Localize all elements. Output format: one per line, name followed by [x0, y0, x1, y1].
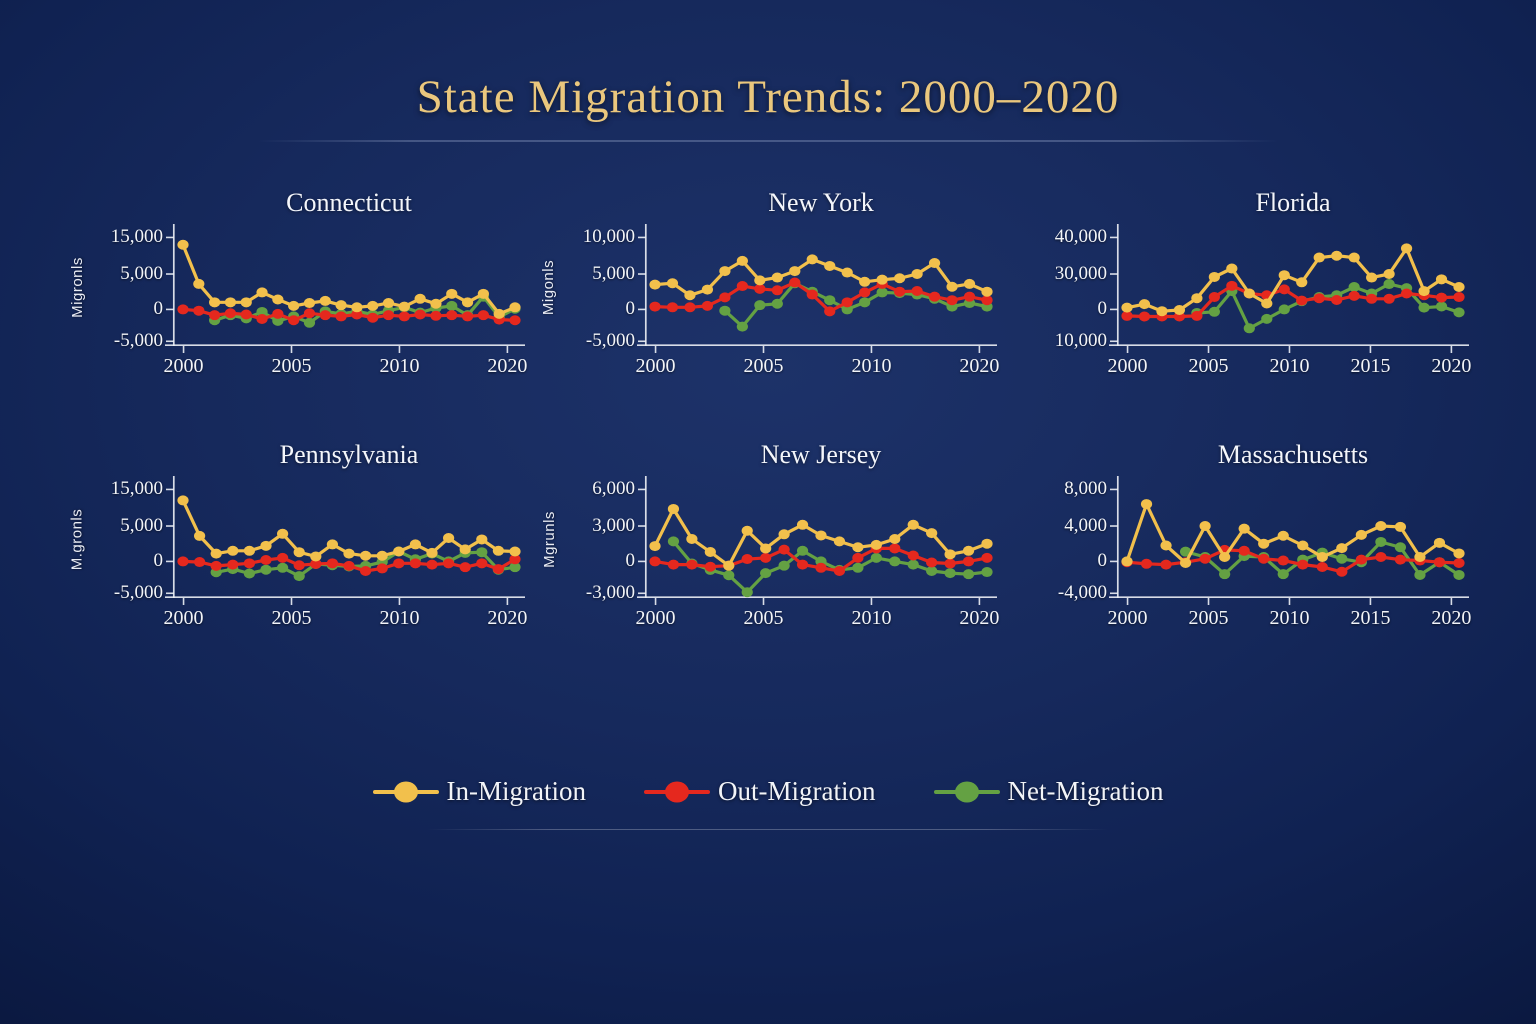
charts-grid [0, 186, 1536, 638]
y-axis-ticks [87, 226, 173, 352]
y-axis-ticks [87, 478, 173, 604]
in-migration-swatch-icon [373, 780, 439, 804]
chart-new-york [539, 186, 1000, 386]
x-tick-label: 2020 [959, 607, 1000, 629]
y-axis-ticks [559, 478, 645, 604]
legend-item-in-migration [373, 776, 586, 807]
x-tick-label: 2000 [163, 607, 204, 629]
x-tick-label: 2010 [851, 607, 892, 629]
x-tick-label: 2020 [1431, 355, 1472, 377]
y-tick-label: 5,000 [120, 515, 163, 537]
charts-row-2 [0, 438, 1536, 638]
title-divider [258, 140, 1278, 142]
y-tick-label: 0 [625, 550, 635, 572]
y-tick-label: 4,000 [1064, 515, 1107, 537]
x-tick-label: 2020 [487, 355, 528, 377]
y-axis-label: Migronls [68, 256, 86, 318]
x-tick-label: 2010 [379, 607, 420, 629]
chart-title: New Jersey [760, 440, 882, 469]
in-migration-line [649, 254, 992, 300]
y-tick-label: 15,000 [110, 478, 163, 500]
x-tick-label: 2000 [163, 355, 204, 377]
x-axis-ticks [635, 346, 1000, 386]
x-tick-label: 2000 [1107, 355, 1148, 377]
x-tick-label: 2020 [487, 607, 528, 629]
chart-florida [1011, 186, 1472, 386]
x-tick-label: 2005 [743, 355, 784, 377]
y-axis-ticks [1031, 478, 1117, 604]
x-tick-label: 2005 [1188, 607, 1229, 629]
x-axis-ticks [1107, 598, 1472, 638]
y-tick-label: 0 [1097, 298, 1107, 320]
y-tick-label: 40,000 [1054, 226, 1107, 248]
x-axis-ticks [635, 598, 1000, 638]
y-tick-label: -5,000 [113, 582, 163, 604]
y-tick-label: 0 [153, 298, 163, 320]
plot-area [645, 480, 997, 598]
y-axis-label [1011, 480, 1031, 598]
plot-area [645, 228, 997, 346]
legend-divider [428, 829, 1108, 830]
x-tick-label: 2010 [1269, 355, 1310, 377]
x-axis-ticks [1107, 346, 1472, 386]
x-tick-label: 2010 [379, 355, 420, 377]
y-tick-label: -3,000 [585, 582, 635, 604]
legend [0, 776, 1536, 807]
legend-label: Net-Migration [1007, 776, 1164, 806]
x-tick-label: 2010 [851, 355, 892, 377]
plot-area [173, 480, 525, 598]
x-tick-label: 2005 [271, 607, 312, 629]
y-axis-ticks [1031, 226, 1117, 352]
out-migration-swatch-icon [644, 780, 710, 804]
x-tick-label: 2000 [635, 355, 676, 377]
y-tick-label: 30,000 [1054, 263, 1107, 285]
y-tick-label: 0 [625, 298, 635, 320]
in-migration-line [177, 240, 520, 319]
y-axis-label: Migonls [540, 259, 558, 315]
y-tick-label: -5,000 [585, 330, 635, 352]
legend-item-out-migration [644, 776, 875, 807]
y-axis-label [1011, 228, 1031, 346]
x-tick-label: 2005 [271, 355, 312, 377]
x-axis-ticks [163, 346, 528, 386]
y-tick-label: -5,000 [113, 330, 163, 352]
x-tick-label: 2005 [1188, 355, 1229, 377]
x-axis-ticks [163, 598, 528, 638]
y-tick-label: 6,000 [592, 478, 635, 500]
x-tick-label: 2000 [635, 607, 676, 629]
plot-area [173, 228, 525, 346]
chart-title: Pennsylvania [279, 440, 419, 469]
chart-title: Massachusetts [1217, 440, 1369, 469]
plot-area [1117, 480, 1469, 598]
chart-new-jersey [539, 438, 1000, 638]
page-title: State Migration Trends: 2000–2020 [416, 71, 1120, 123]
y-axis-label: M.gronls [68, 508, 86, 570]
chart-title: Connecticut [286, 188, 412, 217]
y-tick-label: 10,000 [1054, 330, 1107, 352]
y-tick-label: 0 [1097, 550, 1107, 572]
y-tick-label: 5,000 [592, 263, 635, 285]
y-axis-ticks [559, 226, 645, 352]
y-tick-label: 10,000 [582, 226, 635, 248]
x-tick-label: 2000 [1107, 607, 1148, 629]
y-tick-label: -4,000 [1057, 582, 1107, 604]
chart-pennsylvania [67, 438, 528, 638]
y-tick-label: 5,000 [120, 263, 163, 285]
x-tick-label: 2015 [1350, 607, 1391, 629]
x-tick-label: 2010 [1269, 607, 1310, 629]
chart-connecticut [67, 186, 528, 386]
in-migration-line [1121, 499, 1464, 568]
net-migration-swatch-icon [934, 780, 1000, 804]
y-tick-label: 8,000 [1064, 478, 1107, 500]
x-tick-label: 2005 [743, 607, 784, 629]
chart-massachusetts [1011, 438, 1472, 638]
x-tick-label: 2020 [959, 355, 1000, 377]
in-migration-line [177, 495, 520, 561]
y-tick-label: 3,000 [592, 515, 635, 537]
chart-title: Florida [1255, 188, 1331, 217]
legend-label: In-Migration [446, 776, 587, 806]
legend-item-net-migration [934, 776, 1164, 807]
legend-label: Out-Migration [718, 776, 876, 806]
y-tick-label: 15,000 [110, 226, 163, 248]
charts-row-1 [0, 186, 1536, 386]
plot-area [1117, 228, 1469, 346]
y-tick-label: 0 [153, 550, 163, 572]
chart-title: New York [768, 188, 874, 217]
x-tick-label: 2015 [1350, 355, 1391, 377]
x-tick-label: 2020 [1431, 607, 1472, 629]
out-migration-line [1121, 281, 1464, 322]
y-axis-label: Mgrunls [540, 510, 558, 568]
